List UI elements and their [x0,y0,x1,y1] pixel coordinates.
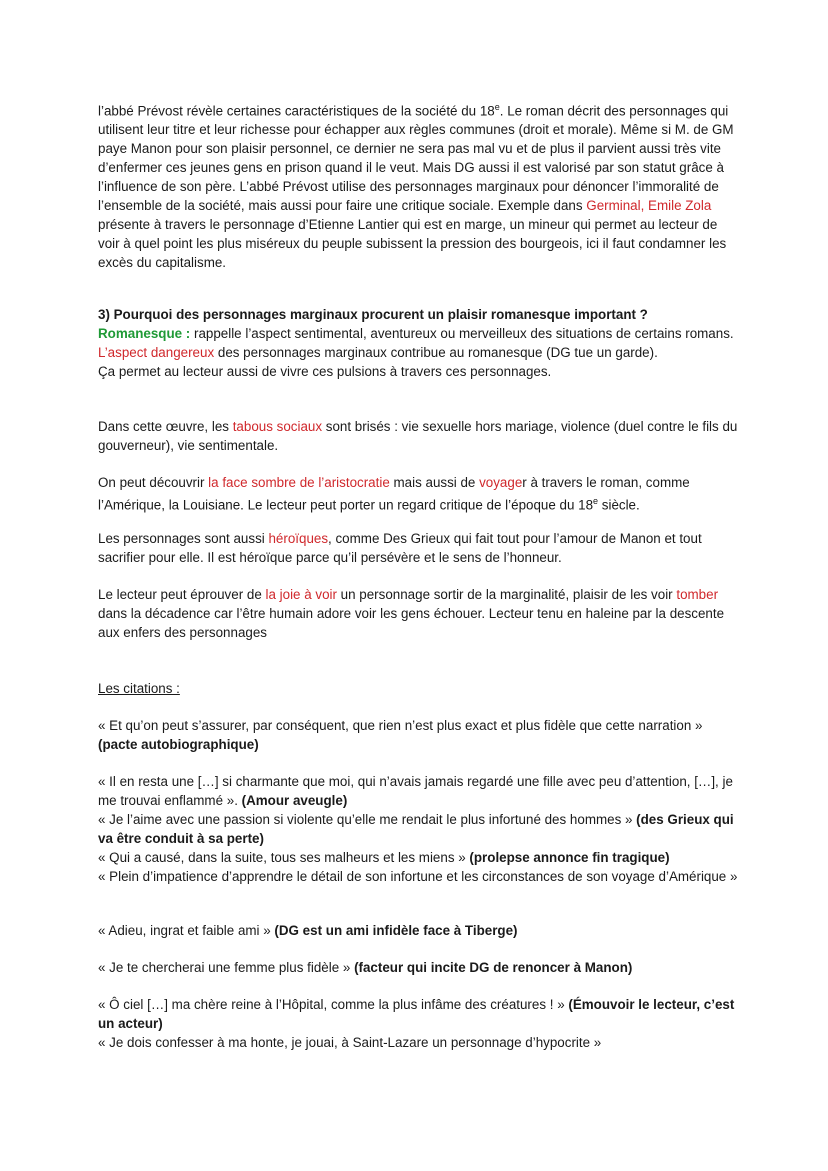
hero-highlight: héroïques [268,531,329,546]
section-heading: 3) Pourquoi des personnages marginaux procurent un plaisir romanesque important ? [98,307,648,322]
germinal-reference: Germinal, Emile Zola [586,198,712,214]
citation-note: (pacte autobiographique) [98,737,259,752]
citation-note: (prolepse annonce fin tragique) [469,850,670,865]
citation-note: (DG est un ami infidèle face à Tiberge) [274,923,518,938]
citation-text: « Qui a causé, dans la suite, tous ses malheurs et les miens » [98,850,470,865]
citation-text: « Ô ciel […] ma chère reine à l’Hôpital, comme la plus infâme des créatures ! » [98,997,569,1012]
superscript: e [593,496,599,506]
citation-text: « Il en resta une […] si charmante que moi, qui n’avais jamais regardé une fille avec peu d’attention, […], je me trouvai enflammé ». [98,774,733,808]
intro-text-1: l’abbé Prévost révèle certaines caractéristiques de la société du 18 [98,103,495,119]
citation-text: « Adieu, ingrat et faible ami » [98,923,275,938]
superscript: e [494,102,500,112]
definition-term: Romanesque : [98,326,191,341]
tabous-paragraph [98,417,738,455]
pulse-text: Ça permet au lecteur aussi de vivre ces pulsions à travers ces personnages. [98,364,552,379]
citation-note: (des Grieux qui va être conduit à sa perte) [98,812,734,846]
face-post: r à travers le roman, comme l’Amérique, la Louisiane. Le lecteur peut porter un regard critique de l’époque du 18 [98,475,690,513]
hero-paragraph [98,529,738,567]
hero-post: , comme Des Grieux qui fait tout pour l’amour de Manon et tout sacrifier pour elle. Il est héroïque parce qu’il persévère et le sens de l’honneur. [98,531,702,565]
citation-text: « Je te chercherai une femme plus fidèle » [98,960,355,975]
tabous-highlight: tabous sociaux [232,419,323,434]
citations-title: Les citations : [98,681,180,696]
face-pre: On peut découvrir [98,475,209,490]
intro-paragraph [98,98,738,272]
joie-post: dans la décadence car l’être humain adore voir les gens échouer. Lecteur tenu en haleine par la descente aux enfers des personnages [98,606,725,640]
definition-text: rappelle l’aspect sentimental, aventureux ou merveilleux des situations de certains romans. [190,326,734,341]
intro-text-2: . Le roman décrit des personnages qui utilisent leur titre et leur richesse pour échapper aux règles communes (droit et morale). Même si M. de GM paye Manon pour son plaisir personnel, ce dernier ne sera pas mal vu et de plus il parvient aussi très vite d’enfermer ces jeunes gens en prison quand il le veut. Mais DG aussi il est valorisé par son statut grâce à l’influence de son père. L’abbé Prévost utilise des personnages marginaux pour dénoncer l’immoralité de l’ensemble de la société, mais aussi pour faire une critique sociale. Exemple dans [98,103,734,214]
citation-adieu [98,921,738,940]
joie-paragraph [98,585,738,642]
danger-text: des personnages marginaux contribue au romanesque (DG tue un garde). [214,345,658,360]
citation-group-2 [98,772,738,886]
hero-pre: Les personnages sont aussi [98,531,269,546]
face-mid: mais aussi de [389,475,480,490]
citation-1 [98,716,738,754]
joie-pre: Le lecteur peut éprouver de [98,587,266,602]
face-highlight: la face sombre de l’aristocratie [208,475,390,490]
citation-note: (facteur qui incite DG de renoncer à Manon) [354,960,633,975]
citation-group-ciel [98,995,738,1052]
face-end: siècle. [598,497,640,513]
citation-text: « Je l’aime avec une passion si violente qu’elle me rendait le plus infortuné des hommes » [98,812,637,827]
citation-text: « Plein d’impatience d’apprendre le détail de son infortune et les circonstances de son voyage d’Amérique » [98,869,738,884]
citation-text: « Je dois confesser à ma honte, je jouai, à Saint-Lazare un personnage d’hypocrite » [98,1035,602,1050]
voyage-highlight: voyage [479,475,523,490]
section-3-block [98,305,738,381]
joie-highlight: la joie à voir [265,587,337,602]
tabous-pre: Dans cette œuvre, les [98,419,233,434]
citation-text: « Et qu’on peut s’assurer, par conséquent, que rien n’est plus exact et plus fidèle que cette narration » [98,718,703,733]
tabous-post: sont brisés : vie sexuelle hors mariage, violence (duel contre le fils du gouverneur), vie sentimentale. [98,419,738,453]
face-paragraph [98,473,738,514]
danger-highlight: L’aspect dangereux [98,345,215,360]
citation-note: (Émouvoir le lecteur, c’est un acteur) [98,997,735,1031]
tomber-highlight: tomber [676,587,719,602]
intro-text-3: présente à travers le personnage d’Etienne Lantier qui est en marge, un mineur qui permet au lecteur de voir à quel point les plus miséreux du peuple subissent la pression des bourgeois, ici il faut condamner les excès du capitalisme. [98,217,727,271]
joie-mid: un personnage sortir de la marginalité, plaisir de les voir [336,587,677,602]
citation-femme [98,958,738,977]
citation-note: (Amour aveugle) [241,793,348,808]
